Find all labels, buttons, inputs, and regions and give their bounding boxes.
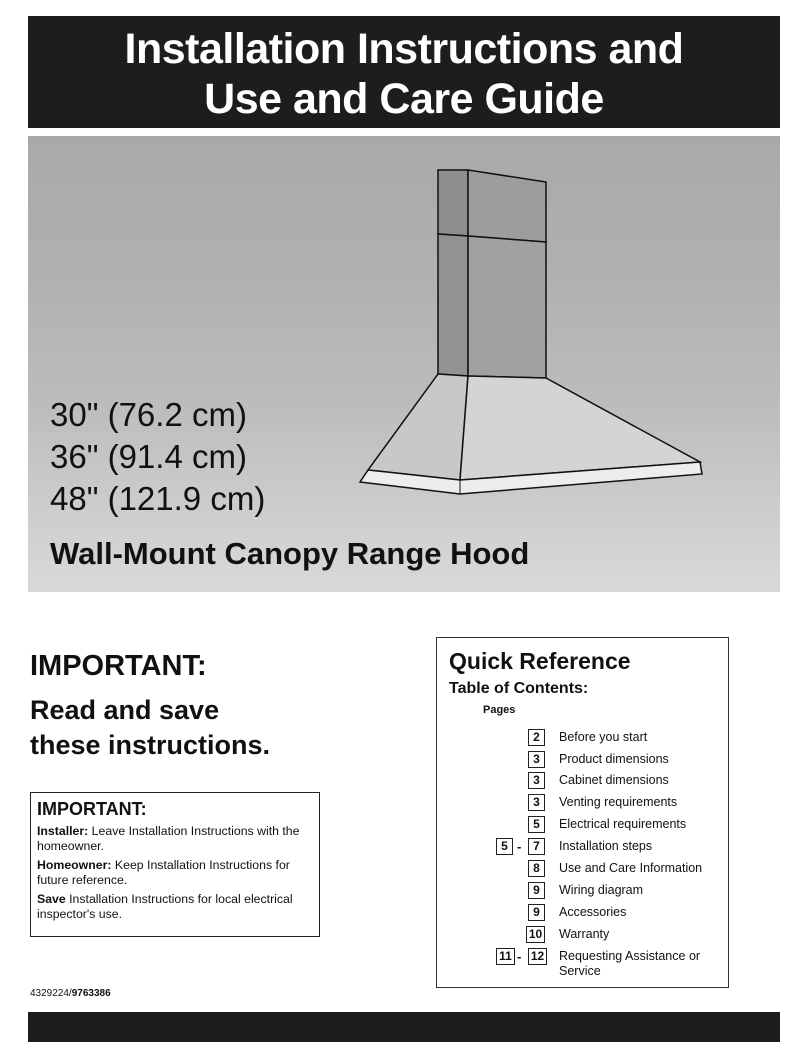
toc-item[interactable]	[437, 904, 730, 924]
size-48: 48" (121.9 cm)	[50, 480, 266, 517]
toc-item[interactable]	[437, 772, 730, 792]
size-36: 36" (91.4 cm)	[50, 438, 247, 475]
quick-reference-title: Quick Reference	[449, 648, 631, 674]
document-number	[30, 988, 111, 999]
toc-item-label: Installation steps	[559, 839, 653, 853]
document-number-part2: 9763386	[71, 988, 111, 999]
footer-bar	[28, 1012, 780, 1042]
title-banner	[28, 16, 780, 128]
hero-image-panel	[28, 136, 780, 592]
toc-item[interactable]	[437, 794, 730, 814]
toc-item[interactable]	[437, 751, 730, 771]
homeowner-note	[37, 858, 319, 888]
toc-item-label: Product dimensions	[559, 752, 669, 766]
toc-page-number: 9	[528, 904, 545, 921]
range-hood-illustration	[28, 136, 780, 592]
toc-page-number: 10	[526, 926, 545, 943]
product-name: Wall-Mount Canopy Range Hood	[50, 536, 530, 571]
toc-page-dash: -	[517, 949, 522, 964]
toc-item-label: Wiring diagram	[559, 883, 644, 897]
toc-item[interactable]	[437, 838, 730, 858]
installer-text: Leave Installation Instructions with the homeowner.	[37, 824, 300, 853]
toc-page-to: 7	[528, 838, 545, 855]
toc-item[interactable]	[437, 882, 730, 902]
read-save-line-2: these instructions.	[30, 730, 271, 760]
title-line-1: Installation Instructions and	[124, 25, 684, 73]
save-note	[37, 892, 319, 922]
homeowner-text: Keep Installation Instructions for future reference.	[37, 858, 290, 887]
toc-item-label: Venting requirements	[559, 795, 678, 809]
toc-item-label: Cabinet dimensions	[559, 773, 669, 787]
save-text: Installation Instructions for local electrical inspector's use.	[37, 892, 293, 921]
toc-page-number: 3	[528, 772, 545, 789]
toc-page-number: 8	[528, 860, 545, 877]
toc-page-number: 3	[528, 751, 545, 768]
size-list	[50, 394, 265, 520]
toc-item-label: Warranty	[559, 927, 610, 941]
pages-label: Pages	[483, 704, 516, 716]
toc-item-label: Accessories	[559, 905, 627, 919]
toc-page-number: 3	[528, 794, 545, 811]
important-heading: IMPORTANT:	[30, 650, 207, 682]
toc-title: Table of Contents:	[449, 680, 589, 697]
toc-item[interactable]	[437, 926, 730, 946]
quick-reference-box	[436, 637, 729, 988]
toc-item-label: Requesting Assistance or Service	[559, 949, 701, 978]
toc-item[interactable]	[437, 948, 730, 982]
toc-item-label: Electrical requirements	[559, 817, 687, 831]
toc-page-dash: -	[517, 839, 522, 854]
important-box	[30, 792, 320, 937]
toc-item-label: Use and Care Information	[559, 861, 703, 875]
title-line-2: Use and Care Guide	[204, 75, 604, 123]
toc-item-label: Before you start	[559, 730, 648, 744]
homeowner-label: Homeowner:	[37, 858, 112, 872]
document-number-part1: 4329224/	[30, 988, 72, 999]
installer-note	[37, 824, 319, 854]
toc-page-number: 9	[528, 882, 545, 899]
toc-page-number: 5	[528, 816, 545, 833]
save-label: Save	[37, 892, 66, 906]
toc-page-number: 2	[528, 729, 545, 746]
toc-item[interactable]	[437, 729, 730, 749]
size-30: 30" (76.2 cm)	[50, 396, 247, 433]
toc-page-to: 12	[528, 948, 547, 965]
installer-label: Installer:	[37, 824, 89, 838]
read-save-notice	[30, 693, 270, 763]
toc-page-from: 5	[496, 838, 513, 855]
toc-item[interactable]	[437, 860, 730, 880]
toc-page-from: 11	[496, 948, 515, 965]
read-save-line-1: Read and save	[30, 695, 220, 725]
toc-item[interactable]	[437, 816, 730, 836]
important-box-title: IMPORTANT:	[37, 799, 147, 819]
